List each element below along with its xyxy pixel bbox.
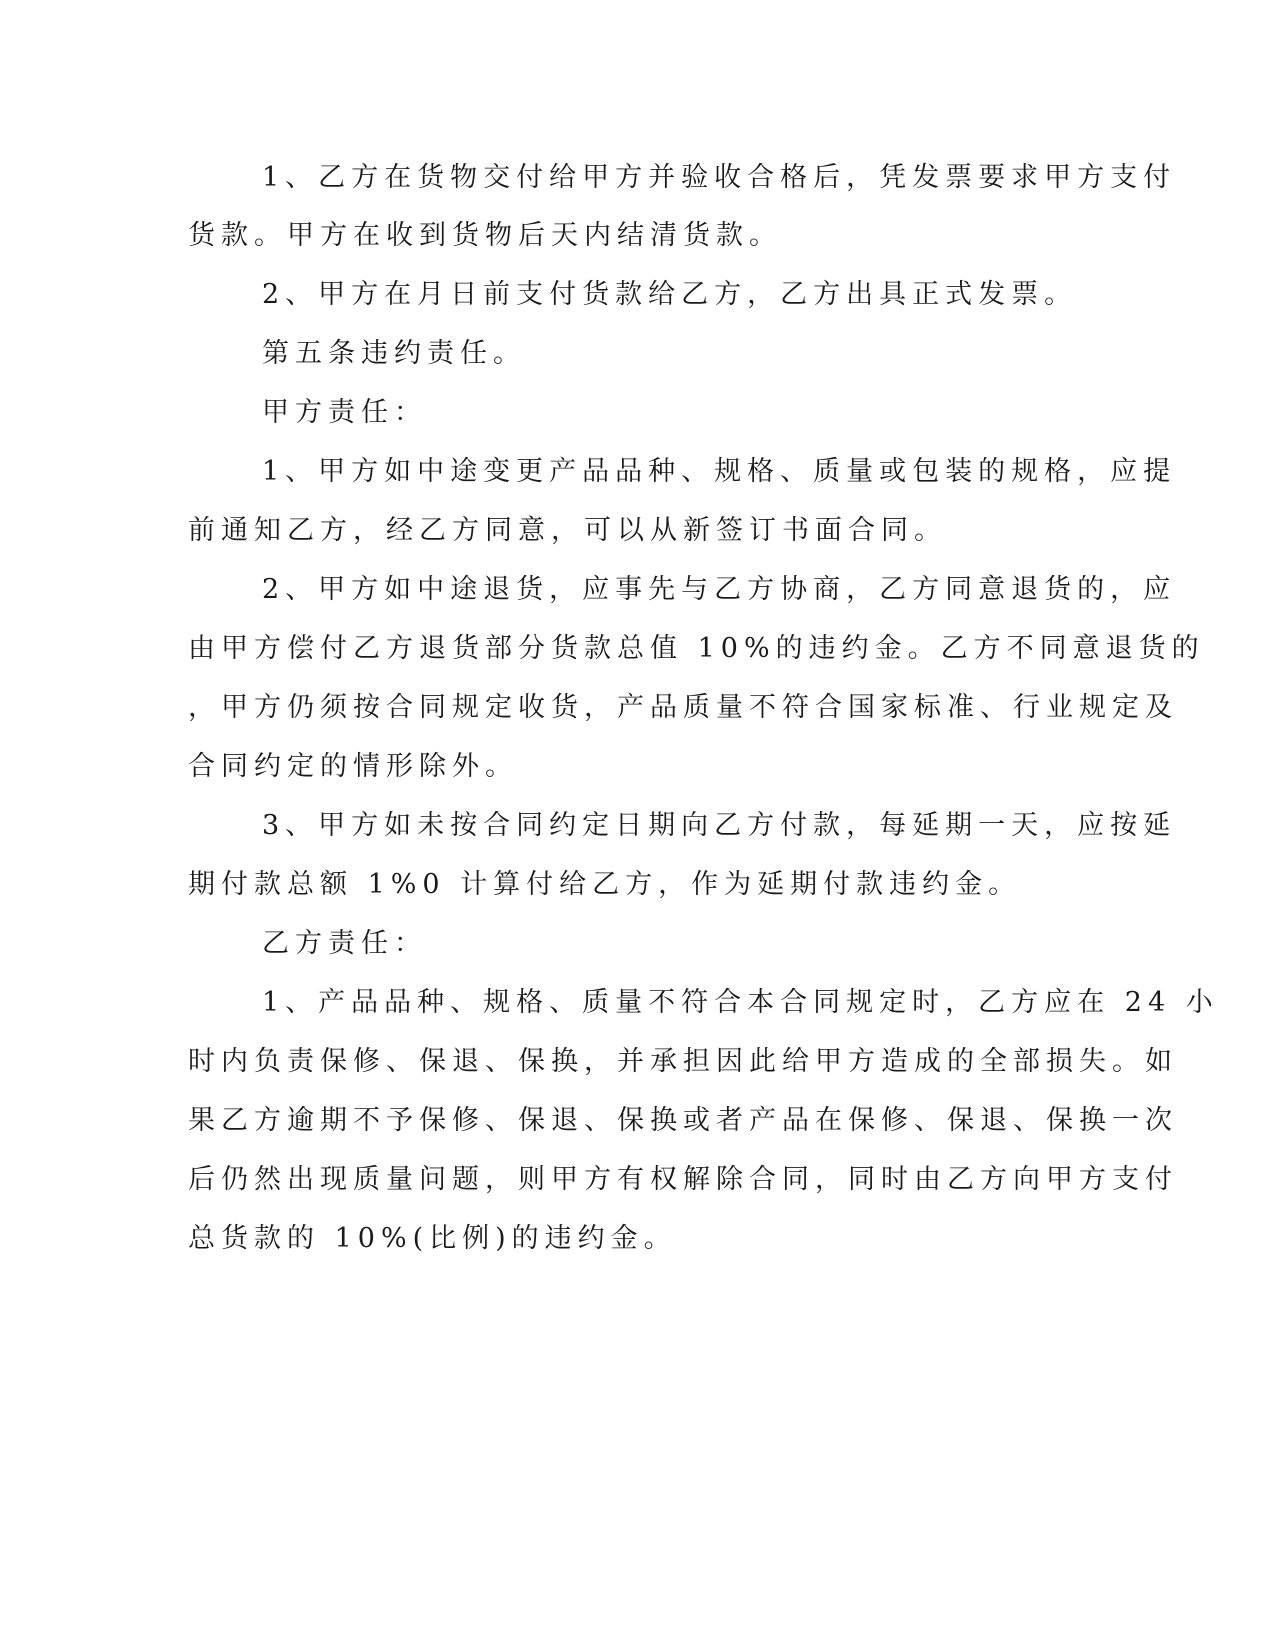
subsection-heading: 甲方责任： xyxy=(262,397,427,428)
paragraph-line: 合同约定的情形除外。 xyxy=(188,751,518,782)
paragraph-line: 1、甲方如中途变更产品品种、规格、质量或包装的规格，应提 xyxy=(262,456,1177,487)
paragraph-line: 2、甲方如中途退货，应事先与乙方协商，乙方同意退货的，应 xyxy=(262,574,1177,605)
paragraph-line: 时内负责保修、保退、保换，并承担因此给甲方造成的全部损失。如 xyxy=(188,1046,1178,1077)
paragraph-line: 总货款的 10%(比例)的违约金。 xyxy=(188,1223,677,1254)
paragraph-line: 2、甲方在月日前支付货款给乙方，乙方出具正式发票。 xyxy=(262,279,1078,310)
paragraph-line: 1、乙方在货物交付给甲方并验收合格后，凭发票要求甲方支付 xyxy=(262,162,1177,193)
paragraph-line: 期付款总额 1%0 计算付给乙方，作为延期付款违约金。 xyxy=(188,869,1022,900)
paragraph-line: ，甲方仍须按合同规定收货，产品质量不符合国家标准、行业规定及 xyxy=(188,692,1178,723)
section-heading: 第五条违约责任。 xyxy=(262,338,526,369)
paragraph-line: 前通知乙方，经乙方同意，可以从新签订书面合同。 xyxy=(188,515,947,546)
paragraph-line: 1、产品品种、规格、质量不符合本合同规定时，乙方应在 24 小 xyxy=(262,987,1219,1018)
paragraph-line: 由甲方偿付乙方退货部分货款总值 10%的违约金。乙方不同意退货的 xyxy=(188,633,1205,664)
paragraph-line: 货款。甲方在收到货物后天内结清货款。 xyxy=(188,220,782,251)
paragraph-line: 3、甲方如未按合同约定日期向乙方付款，每延期一天，应按延 xyxy=(262,810,1177,841)
paragraph-line: 果乙方逾期不予保修、保退、保换或者产品在保修、保退、保换一次 xyxy=(188,1105,1178,1136)
subsection-heading: 乙方责任： xyxy=(262,928,427,959)
paragraph-line: 后仍然出现质量问题，则甲方有权解除合同，同时由乙方向甲方支付 xyxy=(188,1164,1178,1195)
